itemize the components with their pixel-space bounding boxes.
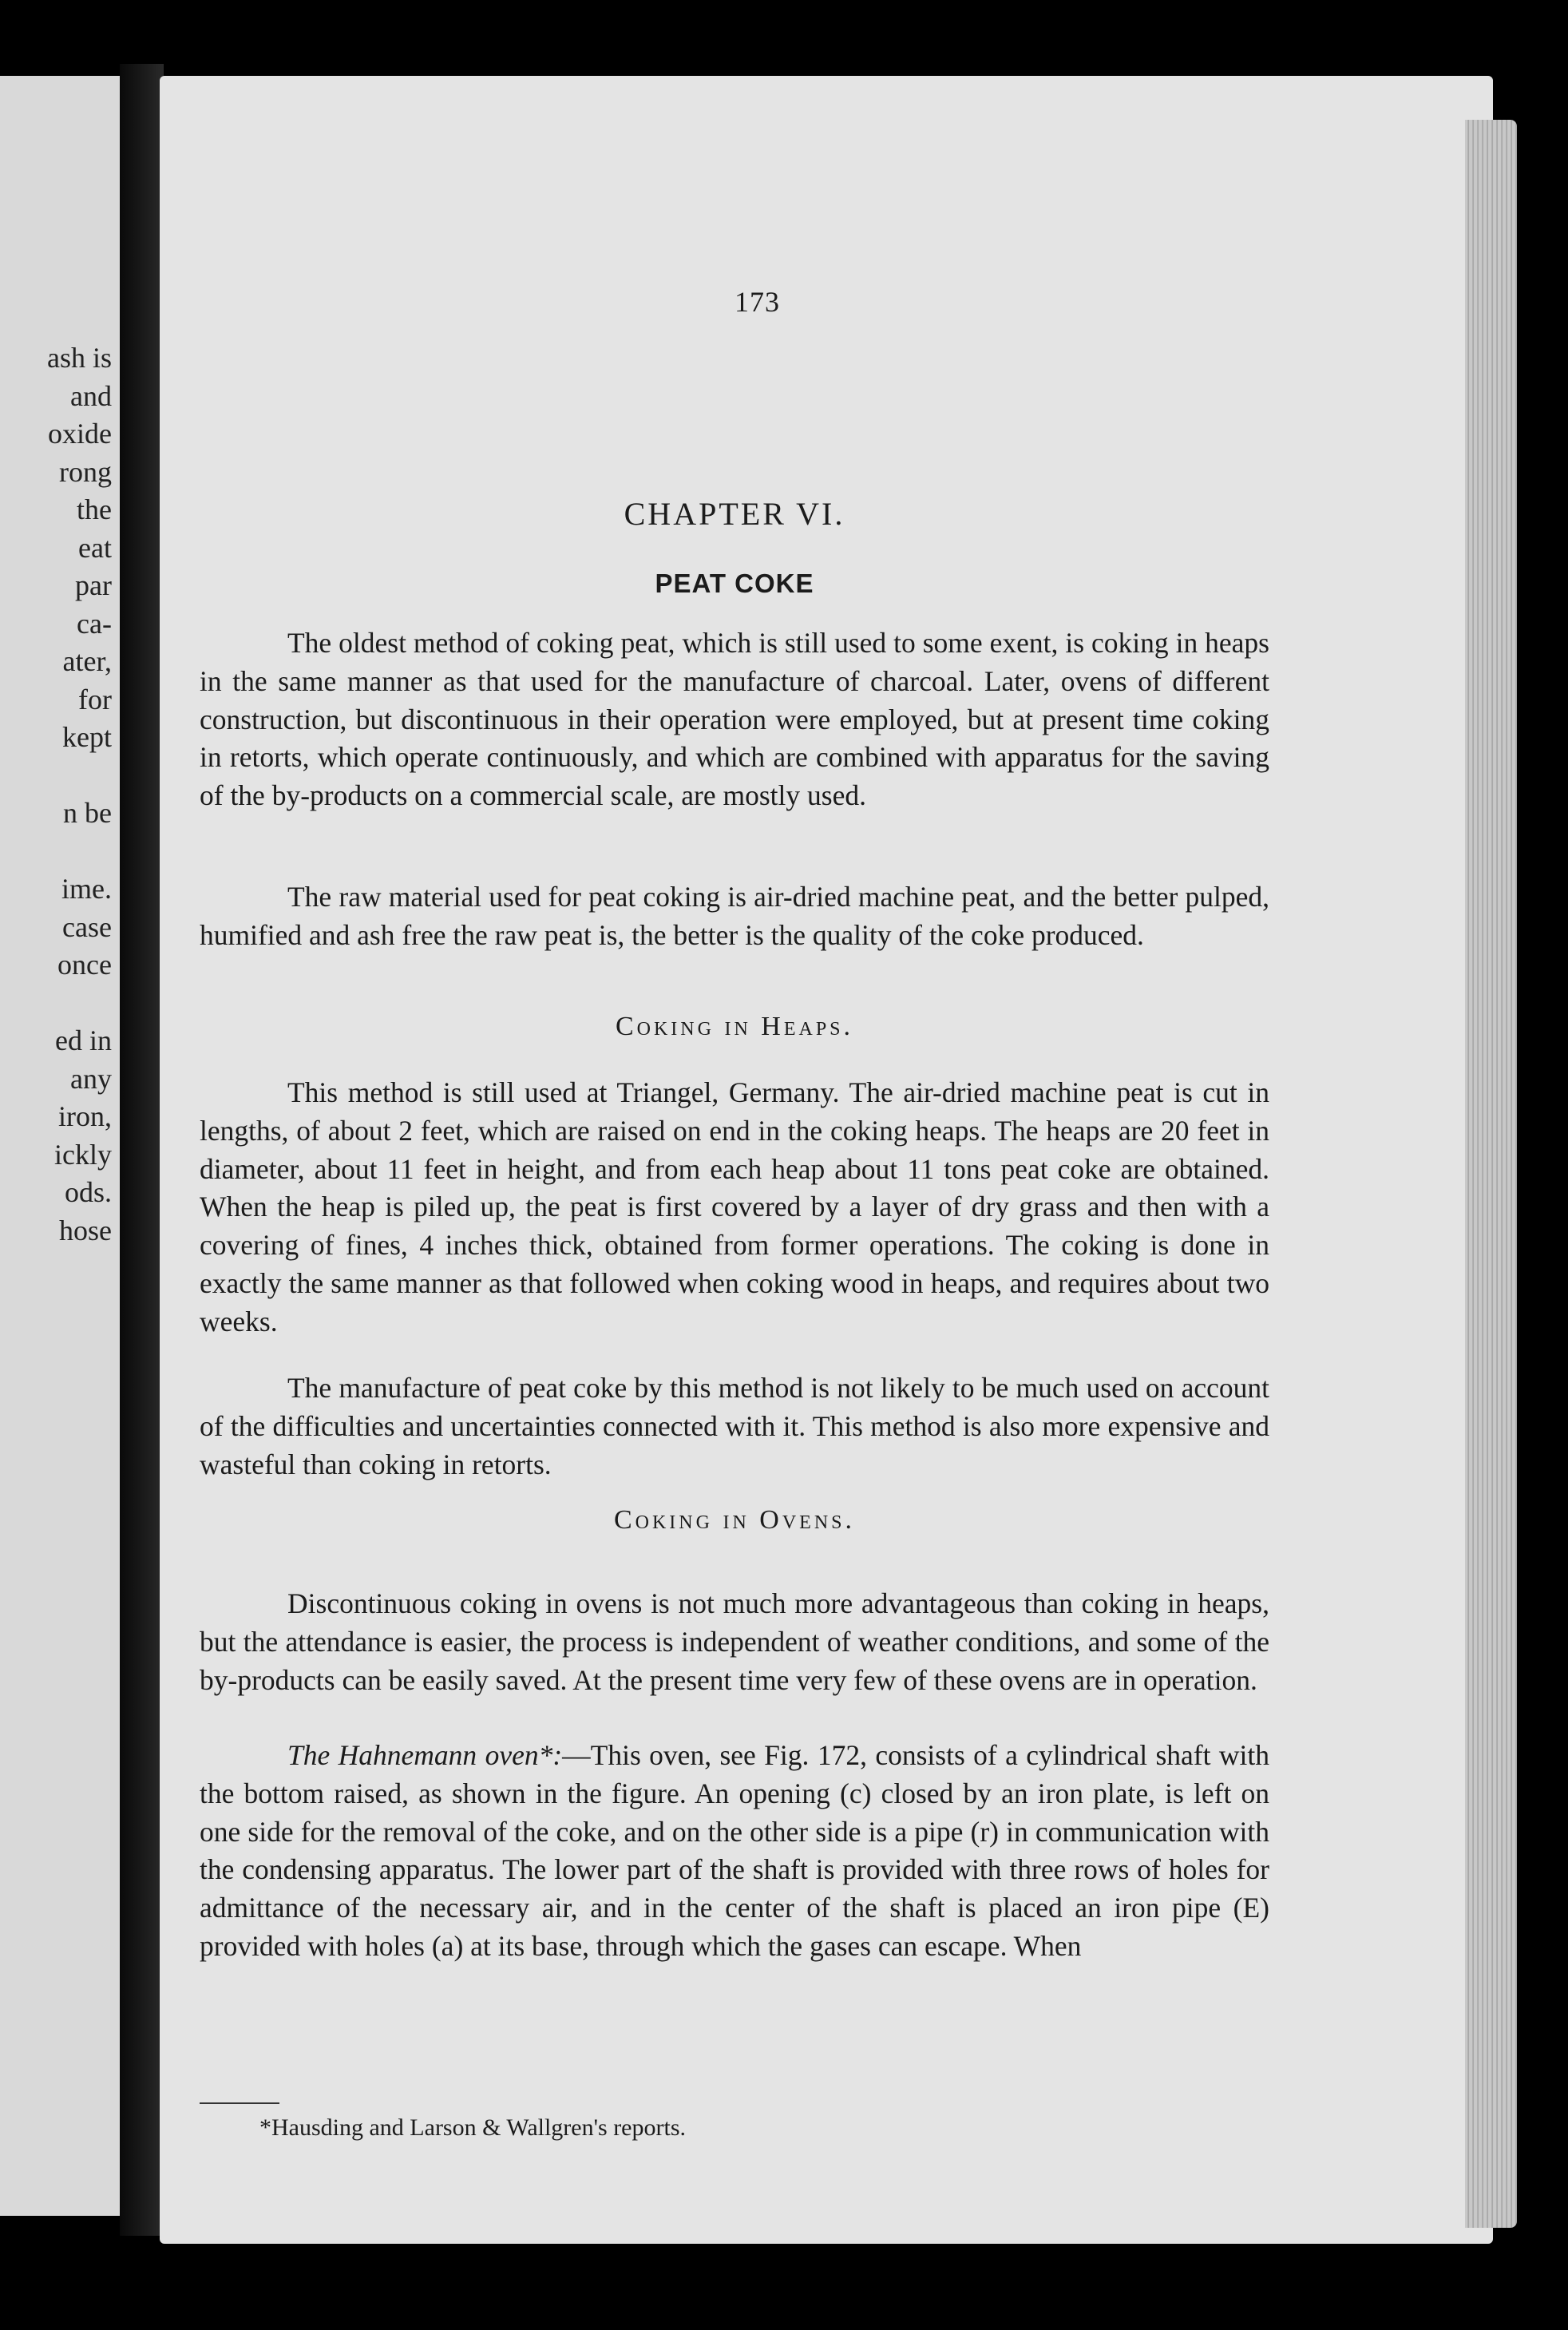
left-page-fragment: the <box>77 493 112 525</box>
left-page-fragment: eat <box>78 531 112 564</box>
page-edges <box>1465 120 1517 2228</box>
left-page-fragment: for <box>78 683 112 715</box>
left-page-fragment: par <box>75 569 112 601</box>
left-page-fragment: ed in <box>55 1024 112 1056</box>
paragraph-heaps-method: This method is still used at Triangel, Germany. The air-dried machine peat is cut in lengths, of about 2 feet, which are raised on end in the coking heaps. The heaps are 20 feet in diameter, about 11 feet in height, and from each heap about 11 tons peat coke are obtained. When the heap is piled up, the peat is first covered by a layer of dry grass and then with a covering of fines, 4 inches thick, obtained from former operations. The coking is done in exactly the same manner as that followed when coking wood in heaps, and requires about two weeks. <box>200 1076 1269 1337</box>
left-page-fragment: ods. <box>64 1176 112 1208</box>
paragraph-intro: The oldest method of coking peat, which is still used to some exent, is coking in heaps in the same manner as that used for the manufacture of charcoal. Later, ovens of different construction, but discontinuous in their operation were employed, but at present time coking in retorts, which operate continuously, and which are combined with apparatus for the saving of the by-products on a commercial scale, are mostly used. <box>200 627 1269 812</box>
left-page-fragment <box>47 757 112 795</box>
left-page-fragment: and <box>70 379 112 412</box>
left-page-fragment: n be <box>63 797 112 829</box>
footnote: *Hausding and Larson & Wallgren's reports. <box>259 2114 686 2141</box>
left-page-fragment: ickly <box>54 1138 112 1171</box>
left-page-fragment <box>47 985 112 1023</box>
left-page-fragment: rong <box>59 455 112 488</box>
chapter-heading: CHAPTER VI. <box>624 496 845 532</box>
subheading-coking-in-ovens: Coking in Ovens. <box>613 1505 856 1535</box>
left-page-fragment: case <box>62 910 112 943</box>
left-page-text-fragments <box>47 339 112 1250</box>
paragraph-raw-material: The raw material used for peat coking is air-dried machine peat, and the better pulped, humified and ash free the raw peat is, the better is the quality of the coke produced. <box>200 881 1269 951</box>
left-page-fragment: once <box>57 949 112 981</box>
subheading-coking-in-heaps: Coking in Heaps. <box>615 1012 854 1041</box>
left-page-fragment: ca- <box>77 607 112 640</box>
paragraph-ovens-intro: Discontinuous coking in ovens is not much more advantageous than coking in heaps, but the attendance is easier, the process is independent of weather conditions, and some of the by-products can be easily saved. At the present time very few of these ovens are in operation. <box>200 1587 1269 1696</box>
page-number: 173 <box>735 286 780 318</box>
paragraph-hahnemann-oven <box>200 1737 1269 1966</box>
hahnemann-oven-description: —This oven, see Fig. 172, consists of a cylindrical shaft with the bottom raised, as shown in the figure. An opening (c) closed by an iron plate, is left on one side for the removal of the coke, and on the other side is a pipe (r) in communication with the condensing apparatus. The lower part of the shaft is provided with three rows of holes for admittance of the necessary air, and in the center of the shaft is placed an iron pipe (E) provided with holes (a) at its base, through which the gases can escape. When <box>200 1739 1269 1962</box>
book-gutter <box>120 64 164 2236</box>
left-page-fragment: ater, <box>62 645 112 677</box>
left-page-fragment: hose <box>59 1214 112 1246</box>
left-page-fragment <box>47 833 112 871</box>
hahnemann-oven-label: The Hahnemann oven*: <box>287 1739 563 1771</box>
paragraph-heaps-drawbacks: The manufacture of peat coke by this method is not likely to be much used on account of the difficulties and uncertainties connected with it. This method is also more expensive and wasteful than coking in retorts. <box>200 1372 1269 1480</box>
left-page-fragment: oxide <box>48 418 112 450</box>
left-page-fragment: ash is <box>47 342 112 374</box>
section-title: PEAT COKE <box>655 569 814 598</box>
right-page <box>160 76 1493 2244</box>
left-page-fragment: kept <box>62 721 112 753</box>
left-page-fragment: ime. <box>61 873 112 905</box>
left-page <box>0 76 120 2216</box>
footnote-rule <box>200 2102 279 2104</box>
left-page-fragment: iron, <box>58 1100 112 1132</box>
left-page-fragment: any <box>70 1062 112 1095</box>
